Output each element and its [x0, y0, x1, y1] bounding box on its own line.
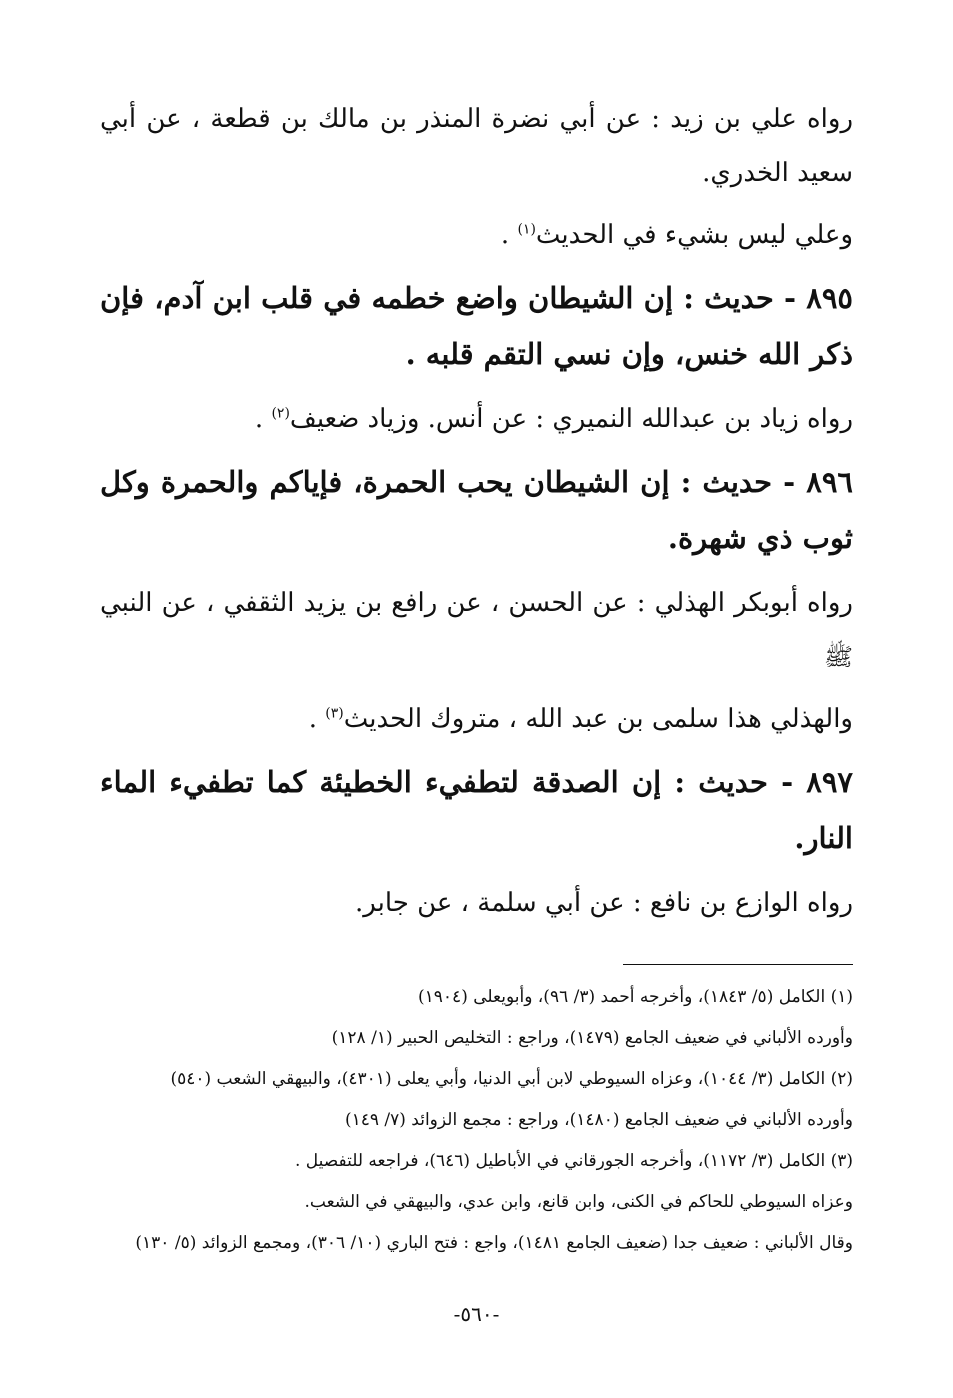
footnote-line: وعزاه السيوطي للحاكم في الكنى، وابن قانع، وابن عدي، والبيهقي في الشعب.	[304, 1192, 853, 1212]
punctuation: .	[500, 220, 518, 250]
footnote-ref: (١)	[517, 221, 536, 238]
hadith-text: ٨٩٥ - حديث : إن الشيطان واضع خطمه في قلب ابن آدم، فإن ذكر الله خنس، وإن نسي التقم قلبه .	[100, 281, 853, 371]
hadith-895	[100, 270, 853, 382]
narration-text: رواه أبوبكر الهذلي : عن الحسن ، عن رافع بن يزيد الثقفي ، عن النبي	[100, 588, 853, 618]
footnotes	[100, 977, 853, 1264]
narration-text: رواه زياد بن عبدالله النميري : عن أنس. وزياد ضعيف	[289, 404, 853, 434]
footnote-line: (٣) الكامل (٣/ ١١٧٢)، وأخرجه الجورقاني في الأباطيل (٦٤٦)، فراجعه للتفصيل .	[294, 1151, 853, 1171]
footnote-ref: (٢)	[271, 405, 290, 422]
grading-text: وعلي ليس بشيء في الحديث	[535, 220, 853, 250]
hadith-896	[100, 454, 853, 566]
grading-paragraph	[100, 208, 853, 262]
narration-paragraph	[100, 392, 853, 446]
footnote-line: (٢) الكامل (٣/ ١٠٤٤)، وعزاه السيوطي لابن أبي الدنيا، وأبي يعلى (٤٣٠١)، والبيهقي الشعب (٥٤٠)	[170, 1069, 853, 1089]
hadith-text: ٨٩٦ - حديث : إن الشيطان يحب الحمرة، فإياكم والحمرة وكل ثوب ذي شهرة.	[100, 465, 853, 555]
page-number: -٥٦٠-	[453, 1302, 500, 1326]
footnote-line: وأورده الألباني في ضعيف الجامع (١٤٧٩)، وراجع : التخليص الحبير (١/ ١٢٨)	[331, 1028, 853, 1048]
narration-text: رواه علي بن زيد : عن أبي نضرة المنذر بن مالك بن قطعة ، عن أبي سعيد الخدري.	[100, 104, 853, 188]
footnote-separator	[623, 964, 853, 965]
narration-paragraph	[100, 576, 853, 684]
footnote-line: (١) الكامل (٥/ ١٨٤٣)، وأخرجه أحمد (٣/ ٩٦)، وأبويعلى (١٩٠٤)	[418, 987, 853, 1007]
grading-paragraph	[100, 692, 853, 746]
hadith-text: ٨٩٧ - حديث : إن الصدقة لتطفيء الخطيئة كما تطفيء الماء النار.	[100, 765, 853, 855]
footnote-ref: (٣)	[325, 705, 344, 722]
footnote-line: وقال الألباني : ضعيف جدا (ضعيف الجامع ١٤٨١)، واجع : فتح الباري (١٠/ ٣٠٦)، ومجمع الزوائد (٥/ ١٣٠)	[135, 1233, 853, 1253]
narration-paragraph	[100, 92, 853, 200]
grading-text: والهذلي هذا سلمى بن عبد الله ، متروك الحديث	[343, 704, 853, 734]
punctuation: .	[308, 704, 326, 734]
footnote-line: وأورده الألباني في ضعيف الجامع (١٤٨٠)، وراجع : مجمع الزوائد (٧/ ١٤٩)	[344, 1110, 853, 1130]
narration-paragraph	[100, 876, 853, 930]
hadith-897	[100, 754, 853, 866]
narration-text: رواه الوازع بن نافع : عن أبي سلمة ، عن جابر.	[354, 888, 853, 918]
punctuation: .	[254, 404, 272, 434]
salutation-glyph: ﷺ	[824, 643, 853, 671]
